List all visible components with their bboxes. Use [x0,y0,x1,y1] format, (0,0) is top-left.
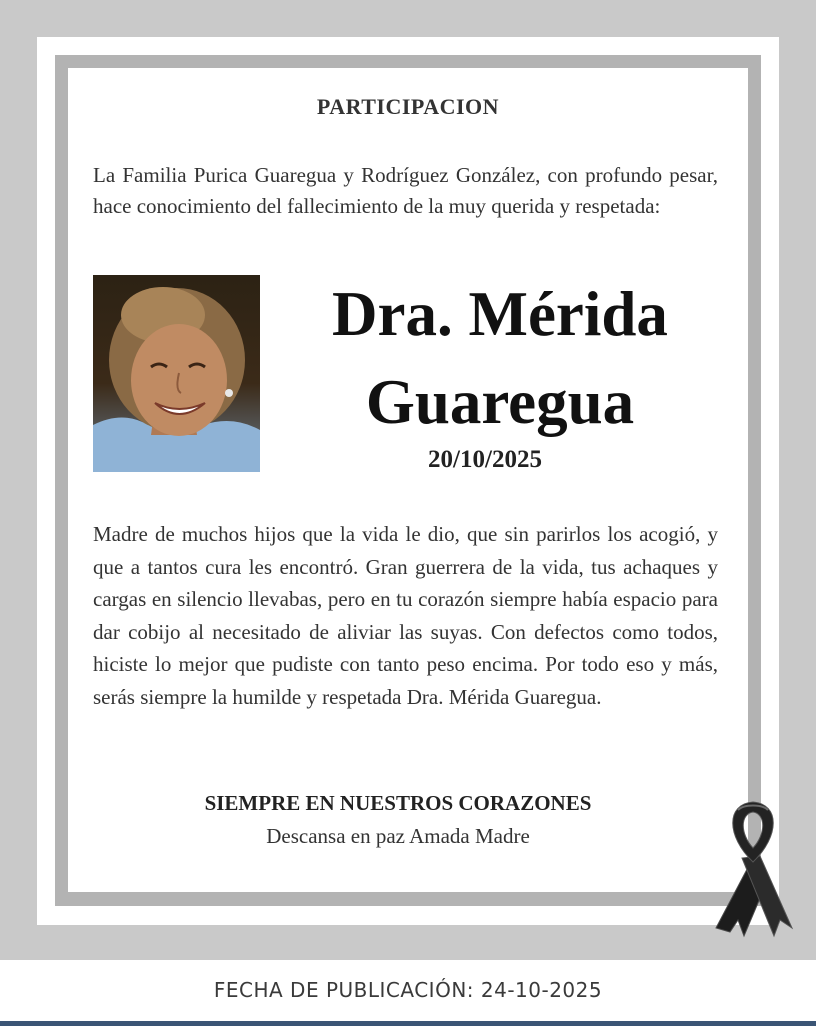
deceased-name-line2: Guaregua [365,367,635,437]
closing-phrase: SIEMPRE EN NUESTROS CORAZONES [204,791,592,815]
footer-accent-line [0,1021,816,1026]
intro-paragraph: La Familia Purica Guaregua y Rodríguez González, con profundo pesar, hace conocimiento del fallecimiento de la muy querida y respetada: [93,163,718,218]
portrait-illustration [93,275,260,472]
mourning-ribbon-icon [708,796,798,944]
deceased-name [290,270,710,446]
portrait-photo [93,275,260,472]
rest-in-peace-line: Descansa en paz Amada Madre [266,824,530,848]
death-date: 20/10/2025 [428,446,542,473]
publication-date: FECHA DE PUBLICACIÓN: 24-10-2025 [213,978,603,1002]
tribute-paragraph: Madre de muchos hijos que la vida le dio, que sin parirlos los acogió, y que a tantos cura les encontró. Gran guerrera de la vida, tus achaques y cargas en silencio llevabas, pero en tu corazón siempre había espacio para dar cobijo al necesitado de aliviar las suyas. Con defectos como todos, hiciste lo mejor que pudiste con tanto peso encima. Por todo eso y más, serás siempre la humilde y respetada Dra. Mérida Guaregua. [93,522,718,709]
deceased-name-line1: Dra. Mérida [332,279,668,349]
notice-heading: PARTICIPACION [316,94,500,119]
